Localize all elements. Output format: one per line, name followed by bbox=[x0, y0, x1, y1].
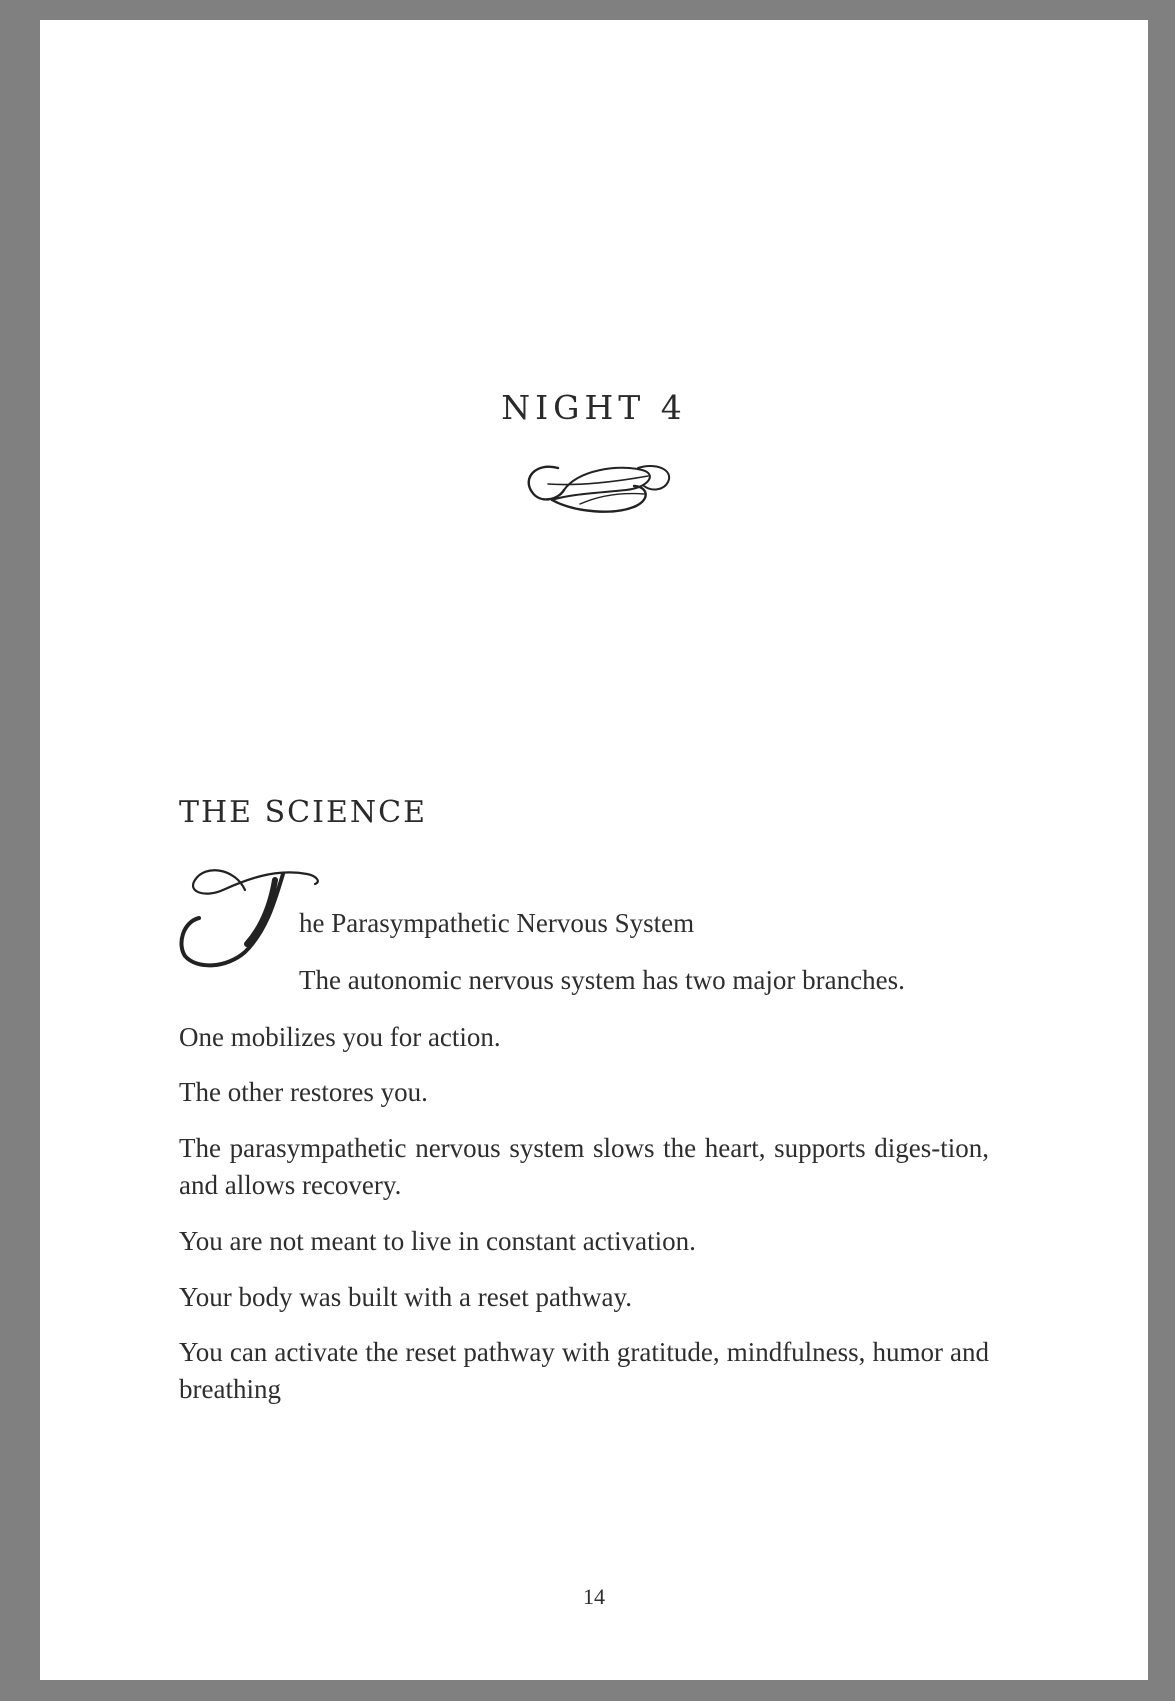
paragraph-1: The autonomic nervous system has two major branches. bbox=[299, 965, 905, 995]
section-heading: THE SCIENCE bbox=[179, 795, 427, 830]
page-number: 14 bbox=[583, 1584, 605, 1609]
paragraph-2: One mobilizes you for action. bbox=[179, 1022, 501, 1052]
flourish-ornament-icon bbox=[518, 456, 678, 524]
section-subheading: he Parasympathetic Nervous System bbox=[299, 908, 695, 938]
paragraph-3: The other restores you. bbox=[179, 1077, 428, 1107]
chapter-title: NIGHT 4 bbox=[501, 388, 687, 427]
paragraph-4: The parasympathetic nervous system slows the heart, supports diges-tion, and allows recovery. bbox=[179, 1133, 989, 1200]
book-page bbox=[40, 20, 1148, 1680]
paragraph-7: You can activate the reset pathway with gratitude, mindfulness, humor and breathing bbox=[179, 1337, 989, 1404]
paragraph-5: You are not meant to live in constant activation. bbox=[179, 1226, 696, 1256]
paragraph-6: Your body was built with a reset pathway. bbox=[179, 1282, 632, 1312]
